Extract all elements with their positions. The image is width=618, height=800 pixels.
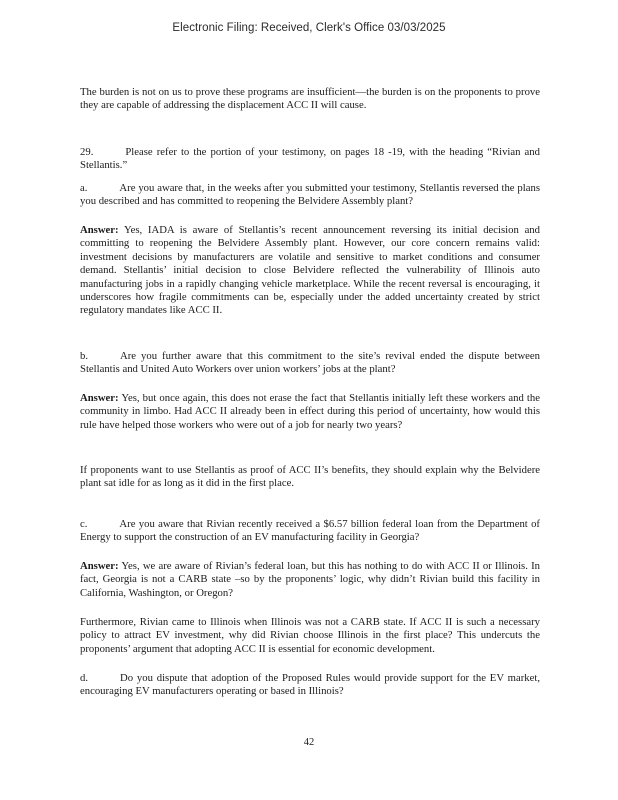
question-b bbox=[80, 350, 540, 377]
answer-c bbox=[80, 560, 540, 600]
answer-b bbox=[80, 392, 540, 432]
question-29 bbox=[80, 146, 540, 173]
page-number: 42 bbox=[303, 737, 315, 748]
question-c bbox=[80, 518, 540, 545]
question-letter: d. bbox=[80, 672, 89, 684]
paragraph-text: If proponents want to use Stellantis as proof of ACC II’s benefits, they should explain why the Belvidere plant sat idle for as long as it did in the first place. bbox=[80, 464, 540, 490]
paragraph-rivian-illinois bbox=[80, 616, 540, 656]
paragraph-text: Furthermore, Rivian came to Illinois when Illinois was not a CARB state. If ACC II is such a necessary policy to attract EV investment, why did Rivian choose Illinois in the first place? This undercuts the proponents’ argument that adopting ACC II is essential for economic development. bbox=[80, 616, 540, 655]
electronic-filing-header: Electronic Filing: Received, Clerk's Office 03/03/2025 bbox=[172, 22, 446, 34]
question-letter: c. bbox=[80, 518, 88, 530]
answer-label: Answer: bbox=[80, 392, 119, 404]
answer-label: Answer: bbox=[80, 560, 119, 572]
paragraph-stellantis-proof bbox=[80, 464, 540, 491]
question-a bbox=[80, 182, 540, 209]
answer-text: Yes, IADA is aware of Stellantis’s recent announcement reversing its initial decision and committing to reopening the Belvidere Assembly plant. However, our core concern remains valid: investment decisions by manufacturers are volatile and sensitive to market conditions and consumer demand. Stellantis’ initial decision to close Belvidere reflected the vulnerability of Illinois auto manufacturing jobs in a rapidly changing vehicle marketplace. While the recent reversal is encouraging, it underscores how fragile commitments can be, especially under the added uncertainty created by strict regulatory mandates like ACC II. bbox=[80, 224, 540, 317]
paragraph-text: The burden is not on us to prove these programs are insufficient—the burden is on the proponents to prove they are capable of addressing the displacement ACC II will cause. bbox=[80, 86, 540, 112]
question-d bbox=[80, 672, 540, 699]
answer-label: Answer: bbox=[80, 224, 119, 236]
answer-a bbox=[80, 224, 540, 318]
question-letter: b. bbox=[80, 350, 89, 362]
question-letter: a. bbox=[80, 182, 88, 194]
answer-text: Yes, but once again, this does not erase the fact that Stellantis initially left these workers and the community in limbo. Had ACC II already been in effect during this period of uncertainty, how would this rule have helped those workers who were out of a job for nearly two years? bbox=[80, 392, 540, 431]
question-text: Are you aware that Rivian recently received a $6.57 billion federal loan from the Department of Energy to support the construction of an EV manufacturing facility in Georgia? bbox=[80, 518, 540, 544]
question-text: Do you dispute that adoption of the Proposed Rules would provide support for the EV market, encouraging EV manufacturers operating or based in Illinois? bbox=[80, 672, 540, 698]
answer-text: Yes, we are aware of Rivian’s federal loan, but this has nothing to do with ACC II or Illinois. In fact, Georgia is not a CARB state –so by the proponents’ logic, why didn’t Rivian build this facility in California, Washington, or Oregon? bbox=[80, 560, 540, 599]
question-number: 29. bbox=[80, 146, 94, 158]
question-text: Are you aware that, in the weeks after you submitted your testimony, Stellantis reversed the plans you described and has committed to reopening the Belvidere Assembly plant? bbox=[80, 182, 540, 208]
question-text: Are you further aware that this commitment to the site’s revival ended the dispute between Stellantis and United Auto Workers over union workers’ jobs at the plant? bbox=[80, 350, 540, 376]
question-text: Please refer to the portion of your testimony, on pages 18 -19, with the heading “Rivian and Stellantis.” bbox=[80, 146, 540, 172]
paragraph-burden-of-proof bbox=[80, 86, 540, 113]
